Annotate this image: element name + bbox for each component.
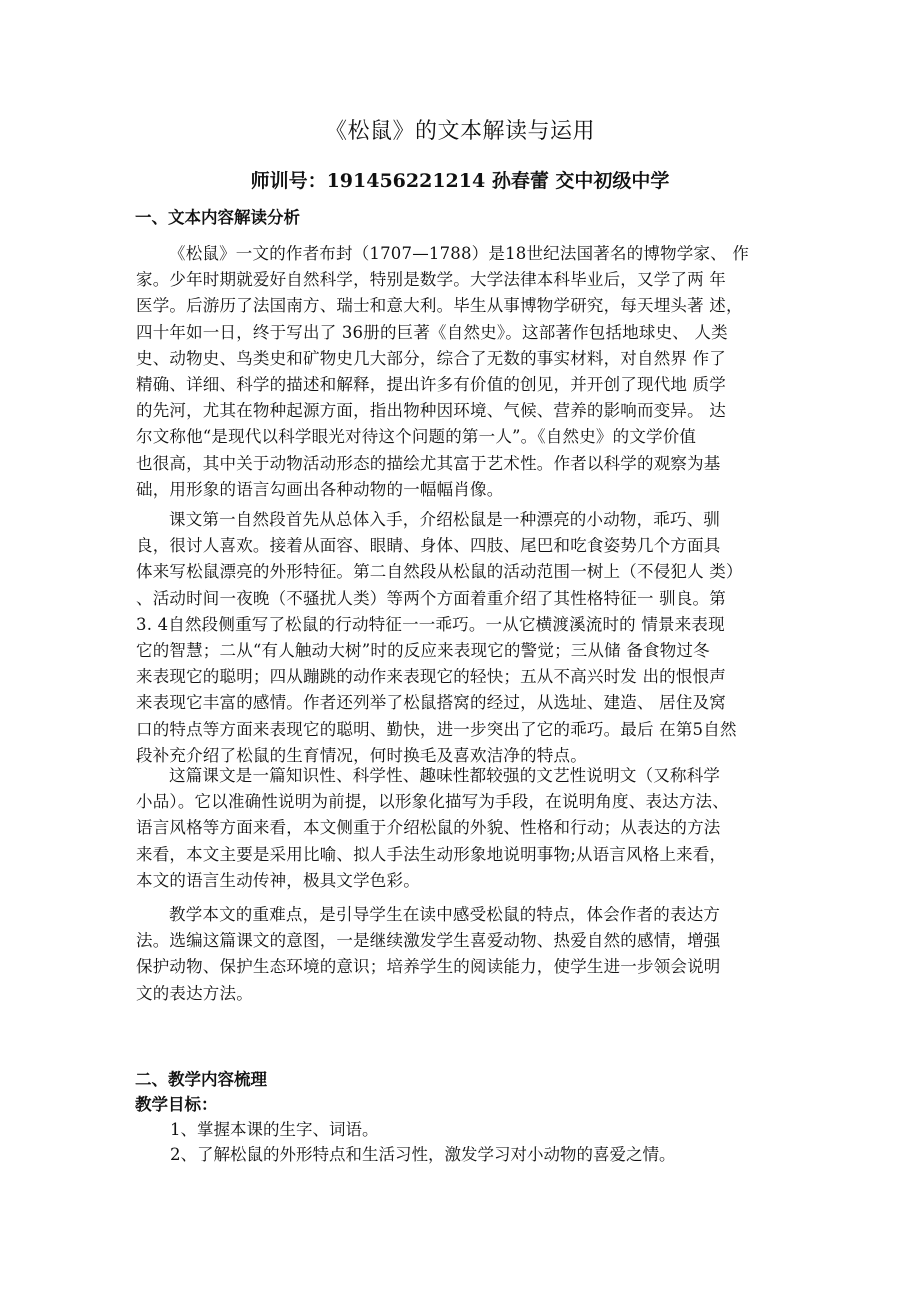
section-heading-2: 二、教学内容梳理: [135, 1070, 267, 1089]
paragraph-line: 法。选编这篇课文的意图，一是继续激发学生喜爱动物、热爱自然的感情，增强: [136, 931, 721, 951]
document-subtitle: 师训号：191456221214 孙春蕾 交中初级中学: [250, 170, 670, 192]
paragraph-line: 课文第一自然段首先从总体入手，介绍松鼠是一种漂亮的小动物，乖巧、驯: [169, 510, 721, 529]
paragraph-1: [136, 241, 806, 503]
paragraph-line: 3. 4自然段侧重写了松鼠的行动特征一一乖巧。一从它横渡溪流时的 情景来表现: [136, 614, 725, 634]
paragraph-line: 小品）。它以准确性说明为前提，以形象化描写为手段，在说明角度、表达方法、: [136, 792, 729, 812]
paragraph-line: 教学本文的重难点，是引导学生在读中感受松鼠的特点，体会作者的表达方: [169, 905, 721, 924]
goal-item-1: 1、掌握本课的生字、词语。: [170, 1120, 379, 1139]
paragraph-line: 它的智慧；二从“有人触动大树”时的反应来表现它的警觉；三从储 备食物过冬: [136, 641, 710, 661]
paragraph-line: 语言风格等方面来看，本文侧重于介绍松鼠的外貌、性格和行动；从表达的方法: [136, 818, 721, 838]
paragraph-line: 也很高，其中关于动物活动形态的描绘尤其富于艺术性。作者以科学的观察为基: [136, 453, 721, 473]
paragraph-2: [136, 507, 806, 769]
paragraph-line: 本文的语言生动传神，极具文学色彩。: [136, 870, 420, 890]
paragraph-line: 《松鼠》一文的作者布封（1707—1788）是18世纪法国著名的博物学家、 作: [169, 244, 750, 263]
paragraph-line: 家。少年时期就爱好自然科学，特别是数学。大学法律本科毕业后，又学了两 年: [136, 270, 726, 290]
goal-item-2: 2、了解松鼠的外形特点和生活习性，激发学习对小动物的喜爱之情。: [170, 1145, 676, 1164]
paragraph-line: 段补充介绍了松鼠的生育情况，何时换毛及喜欢洁净的特点。: [136, 745, 587, 765]
paragraph-line: 史、动物史、鸟类史和矿物史几大部分，综合了无数的事实材料，对自然界 作了: [136, 348, 726, 368]
paragraph-line: 来看，本文主要是采用比喻、拟人手法生动形象地说明事物;从语言风格上来看，: [136, 844, 727, 864]
paragraph-line: 、活动时间一夜晚（不骚扰人类）等两个方面着重介绍了其性格特征一 驯良。第: [136, 588, 726, 608]
paragraph-line: 文的表达方法。: [136, 983, 253, 1003]
paragraph-line: 体来写松鼠漂亮的外形特征。第二自然段从松鼠的活动范围一树上（不侵犯人 类）: [136, 562, 743, 582]
section-heading-1: 一、文本内容解读分析: [135, 208, 300, 227]
paragraph-line: 的先河，尤其在物种起源方面，指出物种因环境、气候、营养的影响而变异。 达: [136, 401, 726, 421]
paragraph-line: 保护动物、保护生态环境的意识；培养学生的阅读能力，使学生进一步领会说明: [136, 957, 721, 977]
paragraph-line: 来表现它的聪明；四从蹦跳的动作来表现它的轻快；五从不高兴时发 出的恨恨声: [136, 667, 726, 687]
paragraph-line: 础，用形象的语言勾画出各种动物的一幅幅肖像。: [136, 479, 504, 499]
paragraph-line: 四十年如一日，终于写出了 36册的巨著《自然史》。这部著作包括地球史、 人类: [136, 322, 728, 342]
paragraph-line: 口的特点等方面来表现它的聪明、勤快，进一步突出了它的乖巧。最后 在第5自然: [136, 719, 737, 739]
paragraph-3: [136, 763, 806, 894]
paragraph-line: 这篇课文是一篇知识性、科学性、趣味性都较强的文艺性说明文（又称科学: [169, 766, 721, 785]
paragraph-line: 良，很讨人喜欢。接着从面容、眼睛、身体、四肢、尾巴和吃食姿势几个方面具: [136, 536, 721, 556]
paragraph-line: 来表现它丰富的感情。作者还列举了松鼠搭窝的经过，从选址、建造、 居住及窝: [136, 693, 726, 713]
paragraph-4: [136, 902, 806, 1007]
paragraph-line: 医学。后游历了法国南方、瑞士和意大利。毕生从事博物学研究，每天埋头著 述，: [136, 296, 743, 316]
document-title: 《松鼠》的文本解读与运用: [324, 119, 595, 144]
paragraph-line: 精确、详细、科学的描述和解释，提出许多有价值的创见，并开创了现代地 质学: [136, 375, 726, 395]
teaching-goals-heading: 教学目标：: [135, 1095, 218, 1114]
paragraph-line: 尔文称他“是现代以科学眼光对待这个问题的第一人”。《自然史》的文学价值: [136, 427, 697, 447]
